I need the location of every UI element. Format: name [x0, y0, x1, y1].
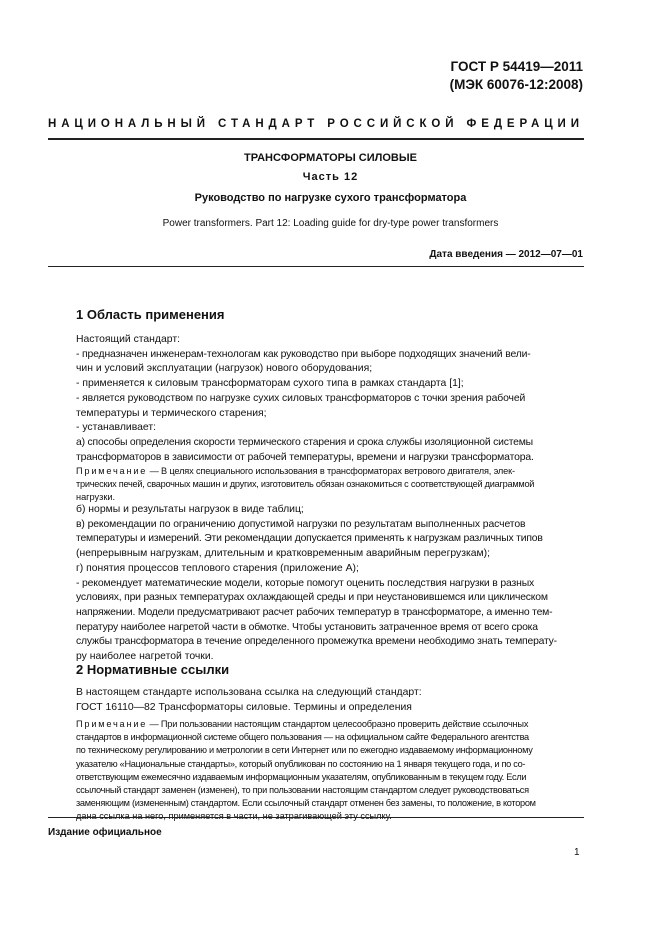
note-label: Примечание: [76, 466, 148, 476]
english-title: Power transformers. Part 12: Loading guide for dry-type power transformers: [162, 218, 499, 229]
section-1-heading: 1 Область применения: [76, 307, 225, 322]
part-label: Часть 12: [302, 171, 359, 183]
note-text: заменяющим (измененным) стандартом. Если ссылочный стандарт отменен без замены, то положение, в котором: [76, 798, 536, 809]
section-1-body-a: [76, 333, 583, 465]
text-line: температуры и измерений. Эти рекомендации допускается применять к нагрузкам различных типов: [76, 533, 543, 545]
section-1-body-b: [76, 503, 583, 665]
text-line: - предназначен инженерам-технологам как руководство при выборе подходящих значений вели-: [76, 348, 531, 360]
note-text: стандартов в информационной системе общего пользования — на официальном сайте Федерального агентства: [76, 732, 529, 743]
note-text: трических печей, сварочных машин и других, изготовитель обязан ознакомиться с соответствующей диаграммой: [76, 479, 535, 490]
text-line: напряжении. Модели предусматривают расчет рабочих температур в трансформаторе, а именно тем-: [76, 606, 553, 618]
gost-number: ГОСТ Р 54419—2011: [450, 59, 583, 74]
text-line: в) рекомендации по ограничению допустимой нагрузки по результатам выполненных расчетов: [76, 518, 526, 530]
note-label: Примечание: [76, 719, 148, 729]
text-line: - устанавливает:: [76, 422, 156, 434]
iec-number: (МЭК 60076-12:2008): [449, 77, 583, 92]
note-text: ответствующим ежемесячно издаваемым информационным указателям, опубликованным в текущем году. Если: [76, 771, 527, 782]
footer-rule: [48, 817, 584, 818]
text-line: чин и условий эксплуатации (нагрузок) нового оборудования;: [76, 363, 373, 375]
intro-date: Дата введения — 2012—07—01: [429, 249, 583, 260]
text-line: г) понятия процессов теплового старения (приложение А);: [76, 562, 359, 574]
standard-designation: [450, 58, 583, 94]
note-text: указателю «Национальные стандарты», который опубликован по состоянию на 1 января текущего года, и по со-: [76, 758, 526, 769]
section-2-heading: 2 Нормативные ссылки: [76, 662, 230, 677]
note-text: нагрузки.: [76, 492, 116, 503]
section-1-note: [76, 465, 583, 505]
national-standard-banner: НАЦИОНАЛЬНЫЙ СТАНДАРТ РОССИЙСКОЙ ФЕДЕРАЦИИ: [48, 118, 584, 130]
section-2-note: [76, 718, 583, 824]
standard-title: ТРАНСФОРМАТОРЫ СИЛОВЫЕ: [244, 152, 417, 164]
text-line: (непрерывным нагрузкам, длительным и кратковременным аварийным перегрузкам);: [76, 548, 491, 560]
note-text: — В целях специального использования в трансформаторах ветрового двигателя, элек-: [147, 466, 515, 476]
note-text: по техническому регулированию и метрологии в сети Интернет или по ежегодно издаваемому информационному: [76, 745, 533, 756]
banner-rule: [48, 138, 584, 140]
text-line: - является руководством по нагрузке сухих силовых трансформаторов с точки зрения рабочей: [76, 392, 526, 404]
text-line: Настоящий стандарт:: [76, 334, 180, 345]
section-2-body: [76, 686, 583, 715]
text-line: - применяется к силовым трансформаторам сухого типа в рамках стандарта [1];: [76, 378, 464, 390]
text-line: В настоящем стандарте использована ссылка на следующий стандарт:: [76, 687, 422, 698]
edition-label: Издание официальное: [48, 827, 162, 838]
text-line: а) способы определения скорости термического старения и срока службы изоляционной системы: [76, 436, 533, 448]
note-text: — При пользовании настоящим стандартом целесообразно проверить действие ссылочных: [147, 719, 529, 729]
date-rule: [48, 266, 584, 267]
text-line: трансформаторов в зависимости от рабочей температуры, времени и нагрузки трансформатора.: [76, 451, 534, 463]
page-number: 1: [574, 847, 580, 858]
text-line: - рекомендует математические модели, которые помогут оценить последствия нагрузки в разных: [76, 577, 535, 589]
text-line: б) нормы и результаты нагрузок в виде таблиц;: [76, 504, 304, 515]
standard-subtitle: Руководство по нагрузке сухого трансформатора: [194, 192, 467, 204]
text-line: условиях, при разных температурах охлаждающей среды и при неустановившемся или циклическом: [76, 592, 548, 604]
text-line: ГОСТ 16110—82 Трансформаторы силовые. Термины и определения: [76, 701, 412, 713]
text-line: температуры и термического старения;: [76, 407, 267, 419]
text-line: ру наиболее нагретой точки.: [76, 651, 214, 663]
text-line: пературу наиболее нагретой части в обмотке. Чтобы установить затраченное время от всего срока: [76, 621, 538, 633]
note-text: ссылочный стандарт заменен (изменен), то при пользовании настоящим стандартом следует руководствоваться: [76, 785, 529, 796]
text-line: службы трансформатора в течение определенного промежутка времени необходимо знать температу-: [76, 636, 557, 648]
